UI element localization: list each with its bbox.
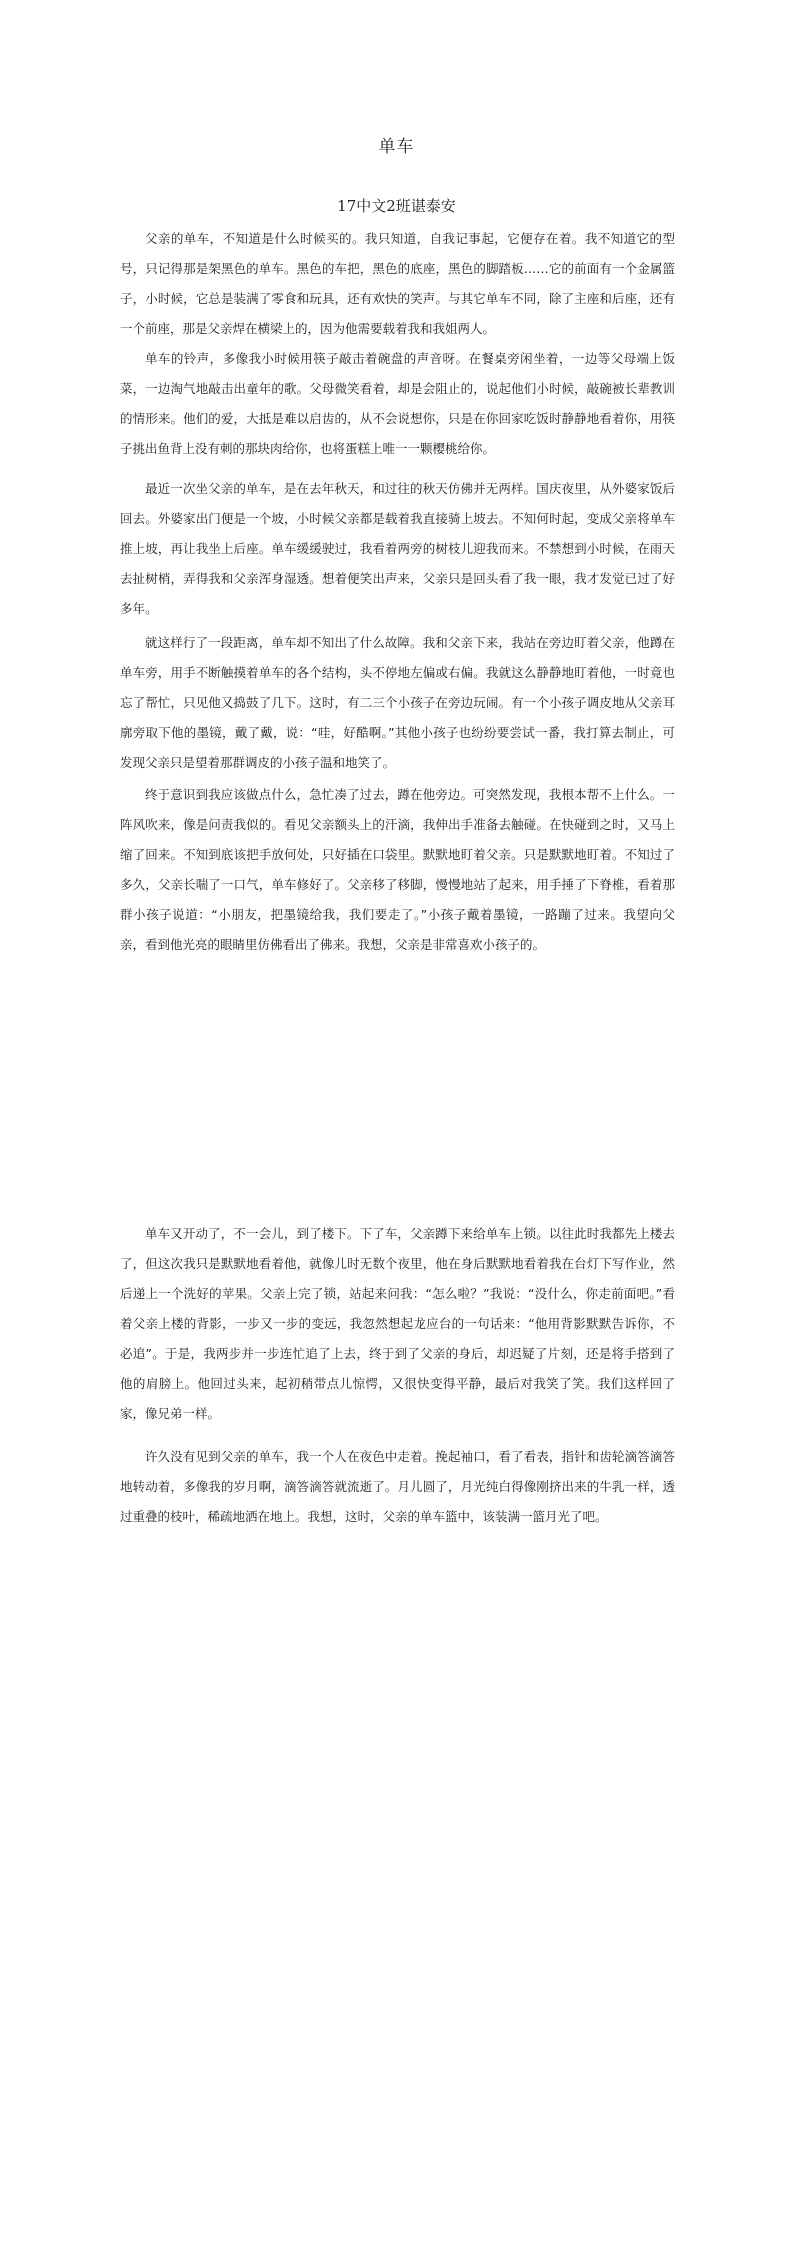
paragraph-4: 就这样行了一段距离，单车却不知出了什么故障。我和父亲下来，我站在旁边盯着父亲，他蹲在单车旁，用手不断触摸着单车的各个结构，头不停地左偏或右偏。我就这么静静地盯着他，一时竟也忘了帮忙，只见他又捣鼓了几下。这时，有二三个小孩子在旁边玩闹。有一个小孩子调皮地从父亲耳廓旁取下他的墨镜，戴了戴，说：“哇，好酷啊。”其他小孩子也纷纷要尝试一番，我打算去制止，可发现父亲只是望着那群调皮的小孩子温和地笑了。 <box>120 635 675 770</box>
author-line: 17中文2班谌泰安 <box>337 197 456 215</box>
document-title: 单车 <box>378 137 415 157</box>
paragraph-7: 许久没有见到父亲的单车，我一个人在夜色中走着。挽起袖口，看了看表，指针和齿轮滴答滴答地转动着，多像我的岁月啊，滴答滴答就流逝了。月儿圆了，月光纯白得像刚挤出来的牛乳一样，透过重叠的枝叶，稀疏地洒在地上。我想，这时，父亲的单车篮中，该装满一篮月光了吧。 <box>120 1449 675 1524</box>
paragraph-1: 父亲的单车，不知道是什么时候买的。我只知道，自我记事起，它便存在着。我不知道它的型号，只记得那是架黑色的单车。黑色的车把，黑色的底座，黑色的脚踏板……它的前面有一个金属篮子，小时候，它总是装满了零食和玩具，还有欢快的笑声。与其它单车不同，除了主座和后座，还有一个前座，那是父亲焊在横梁上的，因为他需要载着我和我姐两人。 <box>120 231 675 336</box>
paragraph-5: 终于意识到我应该做点什么，急忙凑了过去，蹲在他旁边。可突然发现，我根本帮不上什么。一阵风吹来，像是问责我似的。看见父亲额头上的汗滴，我伸出手准备去触碰。在快碰到之时，又马上缩了回来。不知到底该把手放何处，只好插在口袋里。默默地盯着父亲。只是默默地盯着。不知过了多久，父亲长喘了一口气，单车修好了。父亲移了移脚，慢慢地站了起来，用手捶了下脊椎，看着那群小孩子说道：“小朋友，把墨镜给我，我们要走了。”小孩子戴着墨镜，一路蹦了过来。我望向父亲，看到他光亮的眼睛里仿佛看出了佛来。我想，父亲是非常喜欢小孩子的。 <box>120 787 675 952</box>
paragraph-3: 最近一次坐父亲的单车，是在去年秋天，和过往的秋天仿佛并无两样。国庆夜里，从外婆家饭后回去。外婆家出门便是一个坡，小时候父亲都是载着我直接骑上坡去。不知何时起，变成父亲将单车推上坡，再让我坐上后座。单车缓缓驶过，我看着两旁的树枝儿迎我而来。不禁想到小时候，在雨天去扯树梢，弄得我和父亲浑身湿透。想着便笑出声来，父亲只是回头看了我一眼，我才发觉已过了好多年。 <box>120 481 675 616</box>
paragraph-6: 单车又开动了，不一会儿，到了楼下。下了车，父亲蹲下来给单车上锁。以往此时我都先上楼去了，但这次我只是默默地看着他，就像儿时无数个夜里，他在身后默默地看着我在台灯下写作业，然后递上一个洗好的苹果。父亲上完了锁，站起来问我：“怎么啦？”我说：“没什么，你走前面吧。”看着父亲上楼的背影，一步又一步的变远，我忽然想起龙应台的一句话来：“他用背影默默告诉你，不必追”。于是，我两步并一步连忙追了上去，终于到了父亲的身后，却迟疑了片刻，还是将手搭到了他的肩膀上。他回过头来，起初稍带点儿惊愕，又很快变得平静，最后对我笑了笑。我们这样回了家，像兄弟一样。 <box>120 1226 675 1421</box>
paragraph-2: 单车的铃声，多像我小时候用筷子敲击着碗盘的声音呀。在餐桌旁闲坐着，一边等父母端上饭菜，一边淘气地敲击出童年的歌。父母微笑看着，却是会阻止的，说起他们小时候，敲碗被长辈教训的情形来。他们的爱，大抵是难以启齿的，从不会说想你，只是在你回家吃饭时静静地看着你，用筷子挑出鱼背上没有刺的那块肉给你，也将蛋糕上唯一一颗樱桃给你。 <box>120 351 675 456</box>
